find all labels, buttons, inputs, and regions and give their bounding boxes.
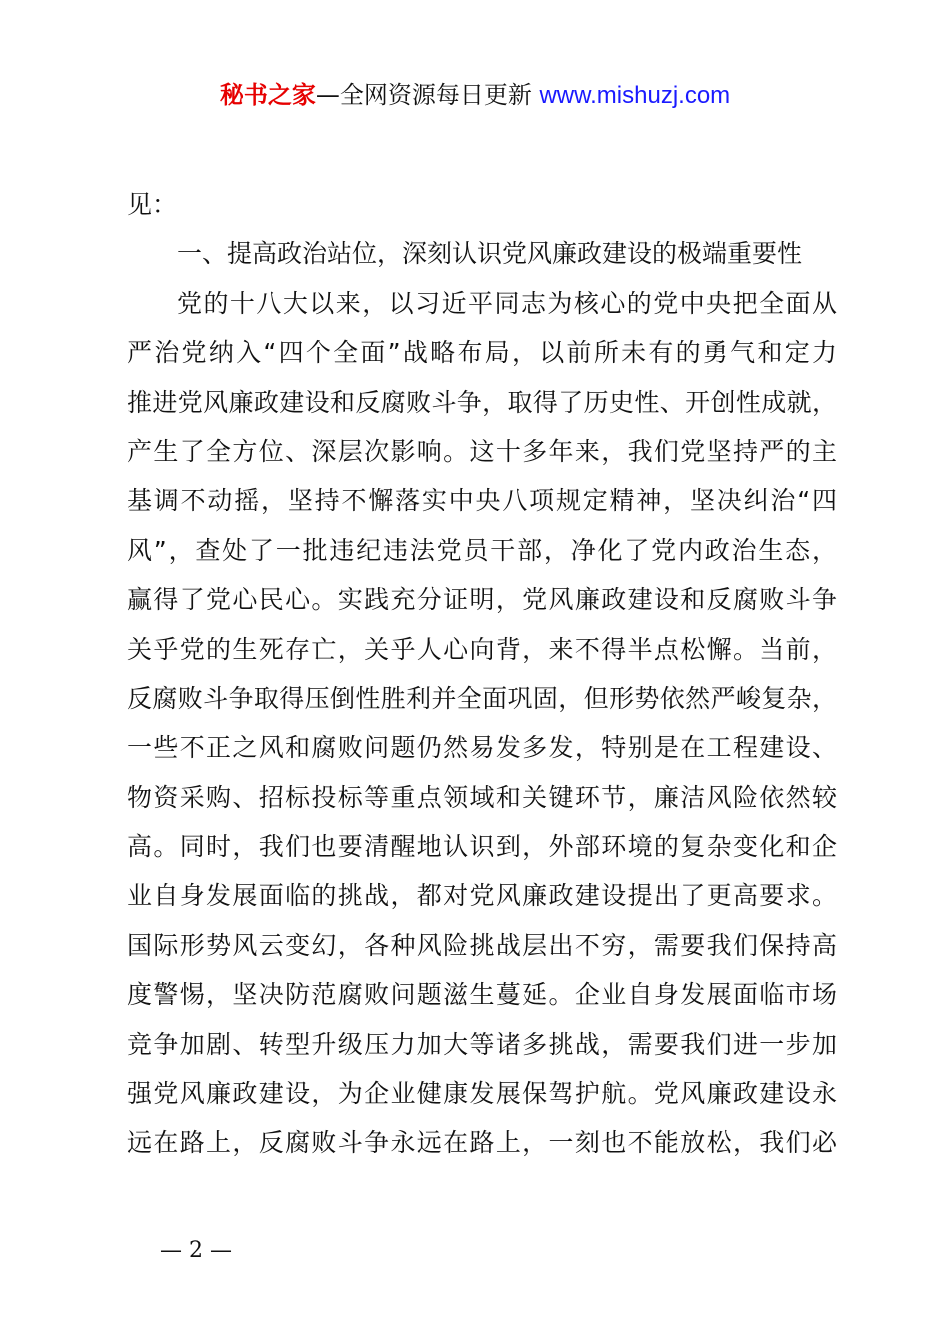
- paragraph-line: 产生了全方位、深层次影响。这十多年来，我们党坚持严的主: [127, 436, 837, 466]
- brand-name: 秘书之家: [219, 81, 316, 109]
- paragraph-line: 远在路上，反腐败斗争永远在路上，一刻也不能放松，我们必: [127, 1128, 837, 1158]
- section-heading: 一、提高政治站位，深刻认识党风廉政建设的极端重要性: [177, 239, 803, 269]
- paragraph-line: 严治党纳入“四个全面”战略布局，以前所未有的勇气和定力: [127, 338, 837, 368]
- site-url-link[interactable]: www.mishuzj.com: [539, 82, 731, 109]
- paragraph-line: 关乎党的生死存亡，关乎人心向背，来不得半点松懈。当前，: [127, 634, 837, 664]
- paragraph-line: 赢得了党心民心。实践充分证明，党风廉政建设和反腐败斗争: [127, 585, 837, 615]
- paragraph-line: 党的十八大以来，以习近平同志为核心的党中央把全面从: [177, 288, 837, 318]
- paragraph-line: 推进党风廉政建设和反腐败斗争，取得了历史性、开创性成就，: [127, 387, 837, 417]
- document-body: [127, 180, 837, 1168]
- page-number: — 2 —: [160, 1238, 232, 1263]
- paragraph-line: 国际形势风云变幻，各种风险挑战层出不穷，需要我们保持高: [127, 930, 837, 960]
- paragraph-line: 业自身发展面临的挑战，都对党风廉政建设提出了更高要求。: [127, 881, 837, 911]
- paragraph-line: 反腐败斗争取得压倒性胜利并全面巩固，但形势依然严峻复杂，: [127, 683, 837, 713]
- paragraph-line: 一些不正之风和腐败问题仍然易发多发，特别是在工程建设、: [127, 733, 837, 763]
- paragraph-line: 强党风廉政建设，为企业健康发展保驾护航。党风廉政建设永: [127, 1079, 837, 1109]
- paragraph-line: 物资采购、招标投标等重点领域和关键环节，廉洁风险依然较: [127, 782, 837, 812]
- header-tagline: —全网资源每日更新: [315, 81, 532, 109]
- paragraph-line: 风”，查处了一批违纪违法党员干部，净化了党内政治生态，: [127, 535, 837, 565]
- site-header: [0, 78, 950, 113]
- paragraph-line: 度警惕，坚决防范腐败问题滋生蔓延。企业自身发展面临市场: [127, 980, 837, 1010]
- paragraph-line: 基调不动摇，坚持不懈落实中央八项规定精神，坚决纠治“四: [127, 486, 837, 516]
- paragraph-line: 高。同时，我们也要清醒地认识到，外部环境的复杂变化和企: [127, 832, 837, 862]
- paragraph-line: 竞争加剧、转型升级压力加大等诸多挑战，需要我们进一步加: [127, 1029, 837, 1059]
- opening-line: 见：: [127, 190, 178, 219]
